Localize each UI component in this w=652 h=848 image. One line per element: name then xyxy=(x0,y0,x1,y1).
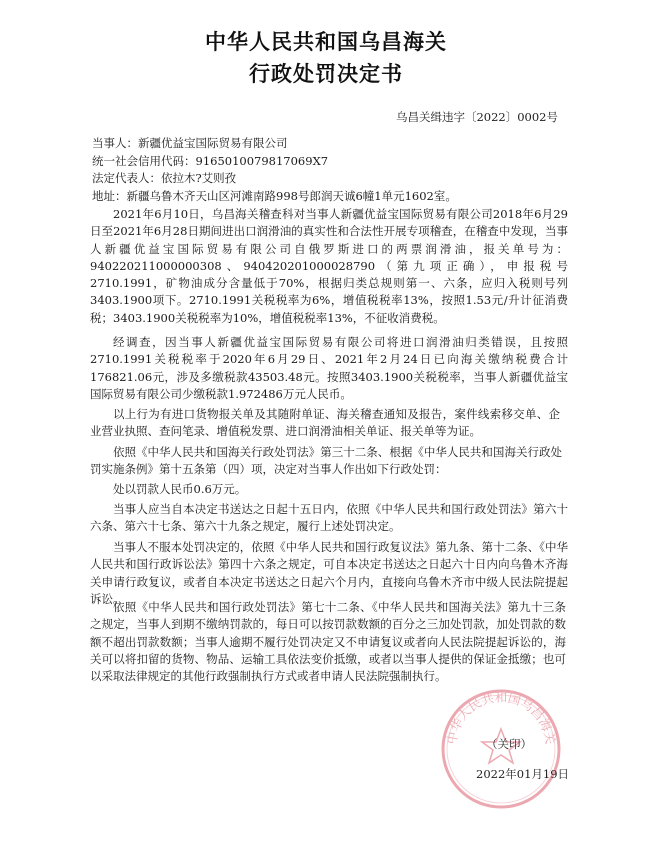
legal-representative: 法定代表人：依拉木?艾则孜 xyxy=(92,171,237,185)
paragraph-investigation: 经调查，因当事人新疆优益宝国际贸易有限公司将进口润滑油归类错误，且按照2710.1991关税税率于2020年6月29日、2021年2月24日已向海关缴纳税费合计176821.06元，涉及多缴税款43503.48元。按照3403.1900关税税率，当事人新疆优益宝国际贸易有限公司少缴税款1.972486万元人民币。 xyxy=(90,335,568,401)
credit-code: 统一社会信用代码：9165010079817069X7 xyxy=(92,154,329,168)
paragraph-findings: 2021年6月10日，乌昌海关稽查科对当事人新疆优益宝国际贸易有限公司2018年6月29日至2021年6月28日期间进出口润滑油的真实性和合法性开展专项稽查，在稽查中发现，当事人新疆优益宝国际贸易有限公司自俄罗斯进口的两票润滑油，报关单号为：940220211000000308、940420201000028790（第九项正确），申报税号2710.1991，矿物油成分含量低于70%，根据归类总规则第一、六条，应归入税则号列3403.1900项下。2710.1991关税税率为6%，增值税税率13%，按照1.53元/升计征消费税；3403.1900关税税率为10%，增值税税率13%，不征收消费税。 xyxy=(90,207,568,325)
paragraph-enforcement: 依照《中华人民共和国行政处罚法》第七十二条、《中华人民共和国海关法》第九十三条之规定，当事人到期不缴纳罚款的，每日可以按罚款数额的百分之三加处罚款，加处罚款的数额不超出罚款数额；当事人逾期不履行处罚决定又不申请复议或者向人民法院提起诉讼的，海关可以将扣留的货物、物品、运输工具依法变价抵缴，或者以当事人提供的保证金抵缴；也可以采取法律规定的其他行政强制执行方式或者申请人民法院强制执行。 xyxy=(90,600,566,684)
paragraph-legal-basis: 依照《中华人民共和国海关行政处罚法》第三十二条、根据《中华人民共和国海关行政处罚实施条例》第十五条第（四）项，决定对当事人作出如下行政处罚： xyxy=(90,445,562,477)
paragraph-evidence: 以上行为有进口货物报关单及其随附单证、海关稽查通知及报告，案件线索移交单、企业营业执照、查问笔录、增值税发票、进口润滑油相关单证、报关单等为证。 xyxy=(90,407,560,439)
document-date: 2022年01月19日 xyxy=(476,767,570,781)
paragraph-appeal-rights: 当事人不服本处罚决定的，依照《中华人民共和国行政复议法》第九条、第十二条、《中华人民共和国行政诉讼法》第四十六条之规定，可自本决定书送达之日起六十日内向乌鲁木齐海关申请行政复议，或者自本决定书送达之日起六个月内，直接向乌鲁木齐市中级人民法院提起诉讼。 xyxy=(90,540,568,606)
document-title-line1: 中华人民共和国乌昌海关 xyxy=(205,30,447,54)
paragraph-payment-deadline: 当事人应当自本决定书送达之日起十五日内，依照《中华人民共和国行政处罚法》第六十六条、第六十七条、第六十九条之规定，履行上述处罚决定。 xyxy=(90,502,568,534)
party-name: 当事人：新疆优益宝国际贸易有限公司 xyxy=(92,136,288,150)
seal-label: （关印） xyxy=(486,737,532,751)
document-title-line2: 行政处罚决定书 xyxy=(249,62,403,86)
paragraph-penalty: 处以罚款人民币0.6万元。 xyxy=(113,482,247,496)
seal-text: 中华人民共和国乌昌海关 xyxy=(443,689,559,746)
party-address: 地址：新疆乌鲁木齐天山区河滩南路998号郎润天诚6幢1单元1602室。 xyxy=(92,189,457,203)
document-number: 乌昌关缉违字〔2022〕0002号 xyxy=(395,110,558,124)
